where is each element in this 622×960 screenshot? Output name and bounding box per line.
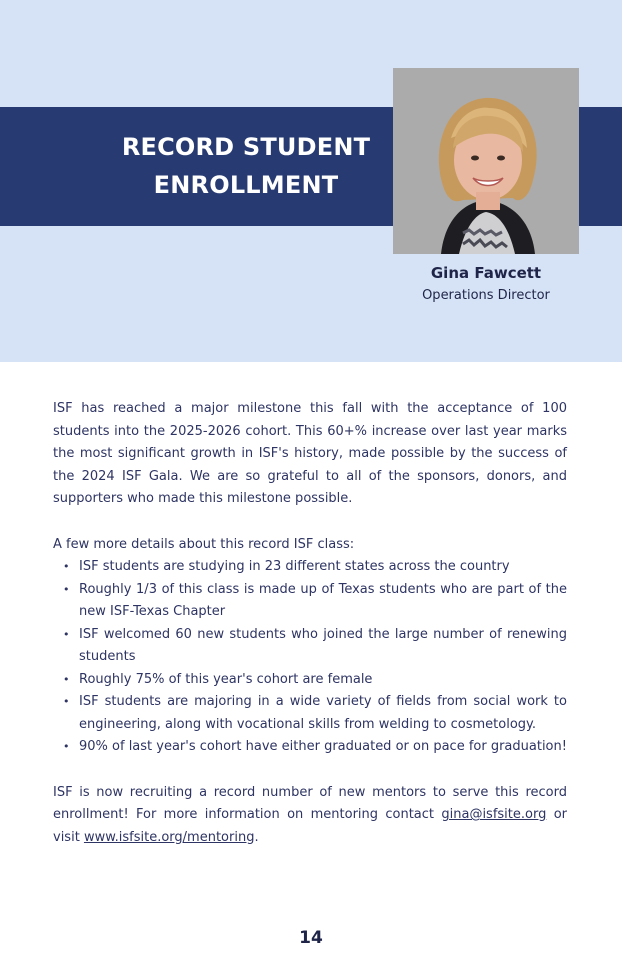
or-visit-text: or visit	[53, 807, 568, 845]
article-body	[53, 398, 567, 849]
details-lead: A few more details about this record ISF class:	[53, 536, 355, 552]
list-item: • Roughly 1/3 of this class is made up of Texas students who are part of the new ISF-Texas Chapter	[63, 579, 567, 624]
list-item: • 90% of last year's cohort have either graduated or on pace for graduation!	[63, 736, 567, 759]
list-item: • ISF welcomed 60 new students who joined the large number of renewing students	[63, 624, 567, 669]
title-line-2: ENROLLMENT	[153, 171, 339, 199]
list-item: • ISF students are studying in 23 different states across the country	[63, 556, 567, 579]
intro-paragraph: ISF has reached a major milestone this fall with the acceptance of 100 students into the 2025-2026 cohort. This 60+% increase over last year marks the most significant growth in ISF's history, made possible by the success of the 2024 ISF Gala. We are so grateful to all of the sponsors, donors, and supporters who made this milestone possible.	[53, 401, 567, 506]
profile-photo	[393, 68, 579, 254]
mentoring-url-link[interactable]: www.isfsite.org/mentoring	[83, 829, 255, 845]
list-item: • ISF students are majoring in a wide variety of fields from social work to engineering, along with vocational skills from welding to cosmetology.	[63, 691, 567, 736]
closing-period: .	[254, 829, 259, 845]
email-link[interactable]: gina@isfsite.org	[441, 807, 547, 822]
closing-paragraph	[53, 782, 567, 850]
details-list	[53, 556, 567, 759]
closing-text: ISF is now recruiting a record number of new mentors to serve this record enrollment! For more information on mentoring contact	[53, 784, 567, 822]
title-line-1: RECORD STUDENT	[121, 133, 371, 161]
portrait-image	[393, 68, 579, 254]
person-role: Operations Director	[422, 288, 550, 303]
page-title	[100, 128, 392, 204]
page-number: 14	[299, 928, 323, 948]
list-item: • Roughly 75% of this year's cohort are female	[63, 669, 567, 692]
person-name: Gina Fawcett	[430, 264, 542, 282]
